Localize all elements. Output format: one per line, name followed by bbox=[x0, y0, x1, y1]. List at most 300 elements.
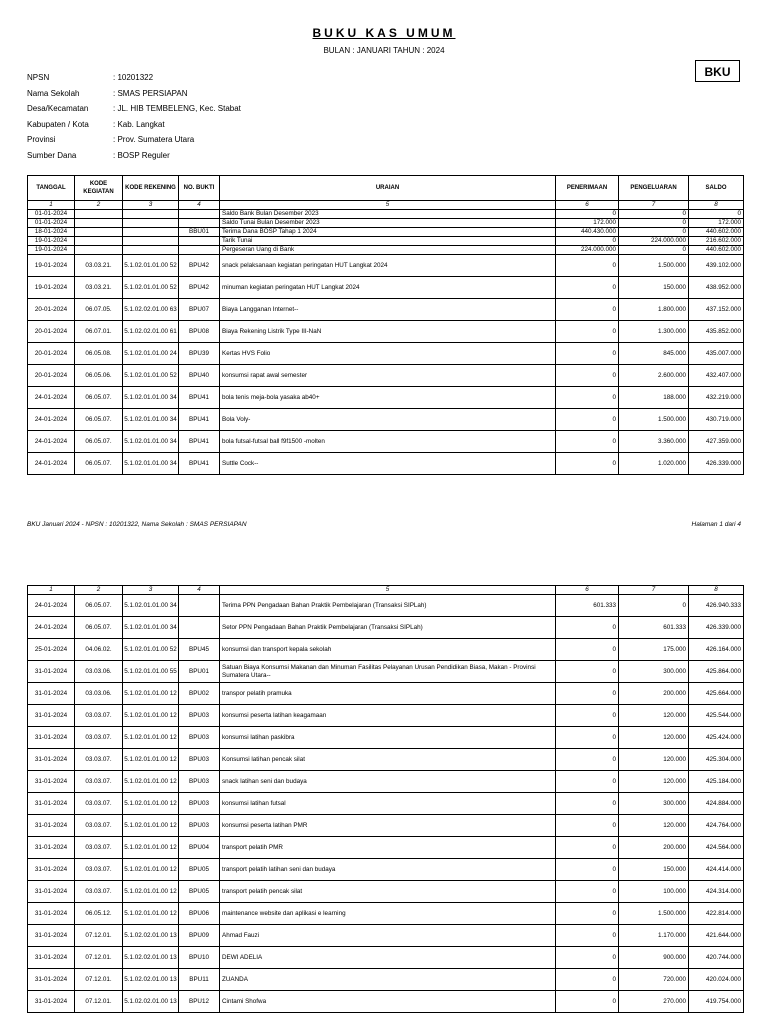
cell-no-bukti: BPU03 bbox=[179, 705, 220, 727]
cell-kode-kegiatan: 03.03.21. bbox=[75, 255, 123, 277]
cell-kode-kegiatan: 06.05.08. bbox=[75, 343, 123, 365]
cell-kode-kegiatan: 06.05.07. bbox=[75, 431, 123, 453]
cell-no-bukti: BPU04 bbox=[179, 837, 220, 859]
cell-kode-rekening: 5.1.02.01.01.00 12 bbox=[123, 727, 179, 749]
cell-tanggal: 24-01-2024 bbox=[28, 409, 75, 431]
cell-kode-rekening: 5.1.02.01.01.00 12 bbox=[123, 859, 179, 881]
cell-saldo: 432.219.000 bbox=[689, 387, 744, 409]
cell-tanggal: 31-01-2024 bbox=[28, 903, 75, 925]
cell-pengeluaran: 150.000 bbox=[619, 859, 689, 881]
cell-penerimaan: 0 bbox=[556, 727, 619, 749]
cell-kode-rekening: 5.1.02.02.01.00 13 bbox=[123, 991, 179, 1013]
cell-kode-rekening bbox=[123, 219, 179, 228]
cell-kode-rekening: 5.1.02.01.01.00 12 bbox=[123, 815, 179, 837]
cell-tanggal: 24-01-2024 bbox=[28, 431, 75, 453]
cell-no-bukti: BPU41 bbox=[179, 387, 220, 409]
ledger-table-page1 bbox=[27, 175, 744, 475]
cell-no-bukti: BPU02 bbox=[179, 683, 220, 705]
table-row bbox=[28, 815, 744, 837]
cell-no-bukti: BPU39 bbox=[179, 343, 220, 365]
cell-penerimaan: 0 bbox=[556, 705, 619, 727]
cell-saldo: 0 bbox=[689, 210, 744, 219]
table-row bbox=[28, 277, 744, 299]
cell-kode-rekening: 5.1.02.01.01.00 24 bbox=[123, 343, 179, 365]
cell-tanggal: 24-01-2024 bbox=[28, 617, 75, 639]
cell-pengeluaran: 120.000 bbox=[619, 705, 689, 727]
cell-penerimaan: 0 bbox=[556, 947, 619, 969]
info-value: : JL. HIB TEMBELENG, Kec. Stabat bbox=[113, 104, 241, 114]
cell-kode-kegiatan: 03.03.21. bbox=[75, 277, 123, 299]
cell-kode-rekening: 5.1.02.01.01.00 34 bbox=[123, 617, 179, 639]
cell-penerimaan: 0 bbox=[556, 210, 619, 219]
cell-penerimaan: 0 bbox=[556, 321, 619, 343]
cell-penerimaan: 0 bbox=[556, 859, 619, 881]
cell-no-bukti: BPU03 bbox=[179, 815, 220, 837]
cell-kode-kegiatan: 07.12.01. bbox=[75, 991, 123, 1013]
info-row bbox=[27, 117, 241, 133]
col-header-saldo: SALDO bbox=[689, 176, 744, 201]
table-row bbox=[28, 246, 744, 255]
table-row bbox=[28, 255, 744, 277]
cell-uraian: minuman kegiatan peringatan HUT Langkat 2024 bbox=[220, 277, 556, 299]
table-row bbox=[28, 617, 744, 639]
info-row bbox=[27, 148, 241, 164]
cell-tanggal: 19-01-2024 bbox=[28, 246, 75, 255]
cell-saldo: 439.102.000 bbox=[689, 255, 744, 277]
document-title: BUKU KAS UMUM bbox=[312, 26, 456, 40]
cell-uraian: Saldo Bank Bulan Desember 2023 bbox=[220, 210, 556, 219]
cell-kode-kegiatan: 03.03.07. bbox=[75, 793, 123, 815]
cell-pengeluaran: 224.000.000 bbox=[619, 237, 689, 246]
cell-tanggal: 20-01-2024 bbox=[28, 343, 75, 365]
cell-pengeluaran: 300.000 bbox=[619, 793, 689, 815]
cell-saldo: 425.864.000 bbox=[689, 661, 744, 683]
cell-pengeluaran: 2.600.000 bbox=[619, 365, 689, 387]
cell-tanggal: 24-01-2024 bbox=[28, 453, 75, 475]
cell-kode-kegiatan: 06.05.07. bbox=[75, 617, 123, 639]
cell-kode-kegiatan: 07.12.01. bbox=[75, 969, 123, 991]
cell-tanggal: 31-01-2024 bbox=[28, 749, 75, 771]
col-header-pengeluaran: PENGELUARAN bbox=[619, 176, 689, 201]
bku-badge: BKU bbox=[695, 60, 740, 82]
cell-tanggal: 19-01-2024 bbox=[28, 277, 75, 299]
table-row bbox=[28, 793, 744, 815]
col-number: 2 bbox=[75, 586, 123, 595]
cell-no-bukti: BPU41 bbox=[179, 453, 220, 475]
col-number: 2 bbox=[75, 201, 123, 210]
cell-pengeluaran: 900.000 bbox=[619, 947, 689, 969]
cell-kode-rekening: 5.1.02.02.01.00 61 bbox=[123, 321, 179, 343]
info-row bbox=[27, 70, 241, 86]
cell-saldo: 419.754.000 bbox=[689, 991, 744, 1013]
cell-saldo: 435.852.000 bbox=[689, 321, 744, 343]
cell-saldo: 437.152.000 bbox=[689, 299, 744, 321]
cell-uraian: Satuan Biaya Konsumsi Makanan dan Minuman Fasilitas Pelayanan Urusan Pendidikan Biasa, Makan - Provinsi Sumatera Utara-- bbox=[220, 661, 556, 683]
cell-saldo: 420.024.000 bbox=[689, 969, 744, 991]
table-row bbox=[28, 387, 744, 409]
cell-tanggal: 01-01-2024 bbox=[28, 219, 75, 228]
cell-no-bukti bbox=[179, 237, 220, 246]
cell-kode-rekening: 5.1.02.01.01.00 12 bbox=[123, 705, 179, 727]
cell-kode-rekening bbox=[123, 210, 179, 219]
cell-penerimaan: 0 bbox=[556, 815, 619, 837]
cell-penerimaan: 440.430.000 bbox=[556, 228, 619, 237]
cell-no-bukti: BPU03 bbox=[179, 749, 220, 771]
cell-kode-rekening: 5.1.02.01.01.00 12 bbox=[123, 793, 179, 815]
cell-pengeluaran: 601.333 bbox=[619, 617, 689, 639]
cell-penerimaan: 0 bbox=[556, 237, 619, 246]
cell-uraian: bola futsal-futsal ball f9f1500 -molten bbox=[220, 431, 556, 453]
cell-no-bukti: BPU01 bbox=[179, 661, 220, 683]
cell-uraian: Cintami Shofwa bbox=[220, 991, 556, 1013]
cell-tanggal: 18-01-2024 bbox=[28, 228, 75, 237]
document-subtitle: BULAN : JANUARI TAHUN : 2024 bbox=[323, 46, 445, 55]
cell-kode-kegiatan: 03.03.07. bbox=[75, 727, 123, 749]
cell-penerimaan: 172.000 bbox=[556, 219, 619, 228]
cell-kode-kegiatan: 06.05.12. bbox=[75, 903, 123, 925]
table-row bbox=[28, 771, 744, 793]
cell-saldo: 421.644.000 bbox=[689, 925, 744, 947]
cell-tanggal: 31-01-2024 bbox=[28, 683, 75, 705]
cell-no-bukti: BPU41 bbox=[179, 431, 220, 453]
cell-kode-kegiatan: 06.07.05. bbox=[75, 299, 123, 321]
cell-uraian: transport pelatih pencak silat bbox=[220, 881, 556, 903]
cell-tanggal: 31-01-2024 bbox=[28, 815, 75, 837]
cell-pengeluaran: 1.500.000 bbox=[619, 255, 689, 277]
col-number: 4 bbox=[179, 201, 220, 210]
cell-kode-kegiatan: 03.03.07. bbox=[75, 771, 123, 793]
cell-saldo: 432.407.000 bbox=[689, 365, 744, 387]
cell-pengeluaran: 0 bbox=[619, 595, 689, 617]
cell-penerimaan: 0 bbox=[556, 969, 619, 991]
cell-kode-kegiatan: 03.03.07. bbox=[75, 859, 123, 881]
table-row bbox=[28, 749, 744, 771]
cell-saldo: 172.000 bbox=[689, 219, 744, 228]
table-row bbox=[28, 859, 744, 881]
cell-uraian: transport pelatih PMR bbox=[220, 837, 556, 859]
column-number-row bbox=[28, 586, 744, 595]
cell-no-bukti: BPU11 bbox=[179, 969, 220, 991]
cell-tanggal: 19-01-2024 bbox=[28, 237, 75, 246]
cell-saldo: 425.664.000 bbox=[689, 683, 744, 705]
cell-kode-rekening bbox=[123, 237, 179, 246]
cell-no-bukti: BPU07 bbox=[179, 299, 220, 321]
cell-tanggal: 31-01-2024 bbox=[28, 727, 75, 749]
cell-tanggal: 31-01-2024 bbox=[28, 881, 75, 903]
cell-penerimaan: 0 bbox=[556, 299, 619, 321]
info-row bbox=[27, 101, 241, 117]
cell-saldo: 440.602.000 bbox=[689, 246, 744, 255]
cell-saldo: 424.414.000 bbox=[689, 859, 744, 881]
cell-no-bukti: BPU03 bbox=[179, 771, 220, 793]
cell-kode-kegiatan: 04.06.02. bbox=[75, 639, 123, 661]
cell-penerimaan: 0 bbox=[556, 387, 619, 409]
cell-kode-rekening: 5.1.02.01.01.00 52 bbox=[123, 365, 179, 387]
cell-kode-rekening: 5.1.02.01.01.00 12 bbox=[123, 749, 179, 771]
cell-kode-kegiatan: 06.05.07. bbox=[75, 387, 123, 409]
cell-kode-rekening: 5.1.02.01.01.00 12 bbox=[123, 683, 179, 705]
cell-no-bukti: BPU03 bbox=[179, 793, 220, 815]
cell-kode-kegiatan: 03.03.06. bbox=[75, 683, 123, 705]
col-header-tanggal: TANGGAL bbox=[28, 176, 75, 201]
cell-uraian: Konsumsi latihan pencak silat bbox=[220, 749, 556, 771]
table-row bbox=[28, 837, 744, 859]
info-row bbox=[27, 132, 241, 148]
cell-uraian: maintenance website dan aplikasi e learning bbox=[220, 903, 556, 925]
cell-tanggal: 31-01-2024 bbox=[28, 661, 75, 683]
cell-uraian: Bola Voly- bbox=[220, 409, 556, 431]
info-value: : 10201322 bbox=[113, 73, 154, 83]
col-number: 3 bbox=[123, 201, 179, 210]
ledger-table-page2 bbox=[27, 585, 744, 1013]
cell-pengeluaran: 1.500.000 bbox=[619, 903, 689, 925]
cell-penerimaan: 601.333 bbox=[556, 595, 619, 617]
cell-saldo: 216.602.000 bbox=[689, 237, 744, 246]
cell-pengeluaran: 720.000 bbox=[619, 969, 689, 991]
cell-pengeluaran: 120.000 bbox=[619, 815, 689, 837]
table-row bbox=[28, 969, 744, 991]
table-row bbox=[28, 639, 744, 661]
cell-pengeluaran: 188.000 bbox=[619, 387, 689, 409]
cell-no-bukti bbox=[179, 617, 220, 639]
cell-penerimaan: 0 bbox=[556, 409, 619, 431]
cell-pengeluaran: 1.170.000 bbox=[619, 925, 689, 947]
page-footer-left: BKU Januari 2024 - NPSN : 10201322, Nama Sekolah : SMAS PERSIAPAN bbox=[27, 521, 247, 528]
table-row bbox=[28, 365, 744, 387]
cell-kode-rekening: 5.1.02.01.01.00 34 bbox=[123, 431, 179, 453]
cell-kode-kegiatan: 03.03.06. bbox=[75, 661, 123, 683]
cell-tanggal: 24-01-2024 bbox=[28, 387, 75, 409]
cell-saldo: 426.164.000 bbox=[689, 639, 744, 661]
cell-uraian: Suttle Cock-- bbox=[220, 453, 556, 475]
cell-no-bukti: BPU42 bbox=[179, 255, 220, 277]
cell-penerimaan: 0 bbox=[556, 837, 619, 859]
cell-kode-kegiatan: 07.12.01. bbox=[75, 925, 123, 947]
cell-saldo: 424.564.000 bbox=[689, 837, 744, 859]
cell-uraian: konsumsi latihan futsal bbox=[220, 793, 556, 815]
cell-tanggal: 24-01-2024 bbox=[28, 595, 75, 617]
col-number: 6 bbox=[556, 201, 619, 210]
cell-kode-rekening: 5.1.02.02.01.00 13 bbox=[123, 947, 179, 969]
cell-no-bukti: BPU05 bbox=[179, 859, 220, 881]
cell-penerimaan: 0 bbox=[556, 771, 619, 793]
cell-saldo: 438.952.000 bbox=[689, 277, 744, 299]
cell-pengeluaran: 1.500.000 bbox=[619, 409, 689, 431]
cell-tanggal: 19-01-2024 bbox=[28, 255, 75, 277]
info-value: : BOSP Reguler bbox=[113, 150, 170, 160]
cell-no-bukti: BPU05 bbox=[179, 881, 220, 903]
cell-kode-rekening: 5.1.02.02.01.00 63 bbox=[123, 299, 179, 321]
cell-penerimaan: 224.000.000 bbox=[556, 246, 619, 255]
cell-tanggal: 20-01-2024 bbox=[28, 365, 75, 387]
table-row bbox=[28, 343, 744, 365]
cell-kode-rekening: 5.1.02.01.01.00 12 bbox=[123, 771, 179, 793]
cell-uraian: Terima PPN Pengadaan Bahan Praktik Pembelajaran (Transaksi SIPLah) bbox=[220, 595, 556, 617]
cell-no-bukti: BPU45 bbox=[179, 639, 220, 661]
cell-kode-kegiatan: 03.03.07. bbox=[75, 881, 123, 903]
cell-penerimaan: 0 bbox=[556, 343, 619, 365]
cell-pengeluaran: 200.000 bbox=[619, 683, 689, 705]
cell-penerimaan: 0 bbox=[556, 617, 619, 639]
cell-kode-kegiatan: 06.05.07. bbox=[75, 595, 123, 617]
col-number: 7 bbox=[619, 201, 689, 210]
cell-kode-rekening: 5.1.02.01.01.00 34 bbox=[123, 595, 179, 617]
cell-uraian: Tarik Tunai bbox=[220, 237, 556, 246]
cell-no-bukti: BPU12 bbox=[179, 991, 220, 1013]
cell-saldo: 422.814.000 bbox=[689, 903, 744, 925]
cell-kode-kegiatan: 03.03.07. bbox=[75, 705, 123, 727]
cell-saldo: 435.007.000 bbox=[689, 343, 744, 365]
cell-tanggal: 31-01-2024 bbox=[28, 991, 75, 1013]
table-row bbox=[28, 661, 744, 683]
cell-uraian: Ahmad Fauzi bbox=[220, 925, 556, 947]
table-row bbox=[28, 903, 744, 925]
table-row bbox=[28, 705, 744, 727]
cell-kode-rekening: 5.1.02.02.01.00 13 bbox=[123, 925, 179, 947]
cell-pengeluaran: 3.360.000 bbox=[619, 431, 689, 453]
cell-pengeluaran: 300.000 bbox=[619, 661, 689, 683]
cell-no-bukti: BPU10 bbox=[179, 947, 220, 969]
table-row bbox=[28, 991, 744, 1013]
cell-kode-kegiatan: 03.03.07. bbox=[75, 749, 123, 771]
col-header-kode-rekening: KODE REKENING bbox=[123, 176, 179, 201]
cell-pengeluaran: 1.300.000 bbox=[619, 321, 689, 343]
cell-kode-rekening: 5.1.02.01.01.00 34 bbox=[123, 387, 179, 409]
cell-no-bukti: BPU42 bbox=[179, 277, 220, 299]
cell-tanggal: 31-01-2024 bbox=[28, 771, 75, 793]
cell-tanggal: 20-01-2024 bbox=[28, 321, 75, 343]
cell-tanggal: 31-01-2024 bbox=[28, 705, 75, 727]
cell-kode-rekening bbox=[123, 228, 179, 237]
cell-kode-rekening: 5.1.02.01.01.00 34 bbox=[123, 453, 179, 475]
table-row bbox=[28, 210, 744, 219]
cell-saldo: 424.314.000 bbox=[689, 881, 744, 903]
table-row bbox=[28, 237, 744, 246]
cell-uraian: konsumsi latihan paskibra bbox=[220, 727, 556, 749]
cell-no-bukti: BPU40 bbox=[179, 365, 220, 387]
cell-saldo: 440.602.000 bbox=[689, 228, 744, 237]
cell-tanggal: 25-01-2024 bbox=[28, 639, 75, 661]
cell-uraian: transpor pelatih pramuka bbox=[220, 683, 556, 705]
cell-penerimaan: 0 bbox=[556, 881, 619, 903]
cell-saldo: 426.940.333 bbox=[689, 595, 744, 617]
cell-pengeluaran: 845.000 bbox=[619, 343, 689, 365]
cell-saldo: 430.719.000 bbox=[689, 409, 744, 431]
cell-tanggal: 31-01-2024 bbox=[28, 837, 75, 859]
table-row bbox=[28, 947, 744, 969]
cell-penerimaan: 0 bbox=[556, 453, 619, 475]
cell-uraian: ZUANDA bbox=[220, 969, 556, 991]
col-number: 4 bbox=[179, 586, 220, 595]
cell-kode-kegiatan bbox=[75, 219, 123, 228]
cell-kode-rekening: 5.1.02.01.01.00 52 bbox=[123, 639, 179, 661]
cell-pengeluaran: 0 bbox=[619, 228, 689, 237]
col-number: 5 bbox=[220, 201, 556, 210]
info-value: : SMAS PERSIAPAN bbox=[113, 88, 188, 98]
cell-pengeluaran: 120.000 bbox=[619, 727, 689, 749]
school-info bbox=[27, 70, 241, 163]
cell-pengeluaran: 0 bbox=[619, 210, 689, 219]
cell-kode-kegiatan: 06.05.06. bbox=[75, 365, 123, 387]
cell-kode-kegiatan: 06.05.07. bbox=[75, 409, 123, 431]
col-number: 1 bbox=[28, 201, 75, 210]
cell-pengeluaran: 120.000 bbox=[619, 771, 689, 793]
table-row bbox=[28, 228, 744, 237]
info-label: Nama Sekolah bbox=[27, 88, 80, 98]
cell-penerimaan: 0 bbox=[556, 991, 619, 1013]
cell-pengeluaran: 0 bbox=[619, 246, 689, 255]
cell-penerimaan: 0 bbox=[556, 793, 619, 815]
cell-kode-rekening: 5.1.02.02.01.00 13 bbox=[123, 969, 179, 991]
info-label: NPSN bbox=[27, 73, 50, 83]
cell-uraian: Biaya Langganan Internet-- bbox=[220, 299, 556, 321]
table-header-row bbox=[28, 176, 744, 201]
col-number: 5 bbox=[220, 586, 556, 595]
cell-tanggal: 20-01-2024 bbox=[28, 299, 75, 321]
cell-pengeluaran: 150.000 bbox=[619, 277, 689, 299]
cell-no-bukti: BPU09 bbox=[179, 925, 220, 947]
cell-kode-kegiatan: 03.03.07. bbox=[75, 815, 123, 837]
info-label: Sumber Dana bbox=[27, 150, 77, 160]
info-label: Desa/Kecamatan bbox=[27, 104, 89, 114]
cell-uraian: DEWI ADELIA bbox=[220, 947, 556, 969]
cell-saldo: 425.424.000 bbox=[689, 727, 744, 749]
cell-no-bukti bbox=[179, 595, 220, 617]
table-row bbox=[28, 881, 744, 903]
cell-uraian: Kertas HVS Folio bbox=[220, 343, 556, 365]
cell-no-bukti bbox=[179, 246, 220, 255]
cell-penerimaan: 0 bbox=[556, 925, 619, 947]
cell-uraian: snack latihan seni dan budaya bbox=[220, 771, 556, 793]
cell-saldo: 425.184.000 bbox=[689, 771, 744, 793]
cell-saldo: 425.544.000 bbox=[689, 705, 744, 727]
col-header-uraian: URAIAN bbox=[220, 176, 556, 201]
cell-saldo: 426.339.000 bbox=[689, 453, 744, 475]
cell-kode-rekening: 5.1.02.01.01.00 52 bbox=[123, 277, 179, 299]
cell-penerimaan: 0 bbox=[556, 661, 619, 683]
cell-kode-rekening: 5.1.02.01.01.00 34 bbox=[123, 409, 179, 431]
cell-uraian: konsumsi peserta latihan PMR bbox=[220, 815, 556, 837]
cell-no-bukti bbox=[179, 210, 220, 219]
cell-penerimaan: 0 bbox=[556, 365, 619, 387]
cell-uraian: transport pelatih latihan seni dan budaya bbox=[220, 859, 556, 881]
cell-uraian: Saldo Tunai Bulan Desember 2023 bbox=[220, 219, 556, 228]
cell-tanggal: 31-01-2024 bbox=[28, 969, 75, 991]
cell-kode-kegiatan bbox=[75, 246, 123, 255]
col-number: 8 bbox=[689, 586, 744, 595]
cell-pengeluaran: 120.000 bbox=[619, 749, 689, 771]
cell-no-bukti: BPU06 bbox=[179, 903, 220, 925]
cell-kode-kegiatan bbox=[75, 210, 123, 219]
col-header-penerimaan: PENERIMAAN bbox=[556, 176, 619, 201]
table-row bbox=[28, 299, 744, 321]
col-header-kode-kegiatan: KODE KEGIATAN bbox=[75, 176, 123, 201]
cell-kode-kegiatan bbox=[75, 237, 123, 246]
cell-kode-kegiatan: 03.03.07. bbox=[75, 837, 123, 859]
table-row bbox=[28, 925, 744, 947]
cell-pengeluaran: 0 bbox=[619, 219, 689, 228]
cell-kode-kegiatan: 07.12.01. bbox=[75, 947, 123, 969]
cell-pengeluaran: 175.000 bbox=[619, 639, 689, 661]
table-row bbox=[28, 219, 744, 228]
cell-kode-kegiatan bbox=[75, 228, 123, 237]
info-label: Provinsi bbox=[27, 135, 56, 145]
cell-pengeluaran: 100.000 bbox=[619, 881, 689, 903]
table-row bbox=[28, 683, 744, 705]
cell-no-bukti: BBU01 bbox=[179, 228, 220, 237]
cell-kode-rekening: 5.1.02.01.01.00 12 bbox=[123, 881, 179, 903]
cell-pengeluaran: 270.000 bbox=[619, 991, 689, 1013]
